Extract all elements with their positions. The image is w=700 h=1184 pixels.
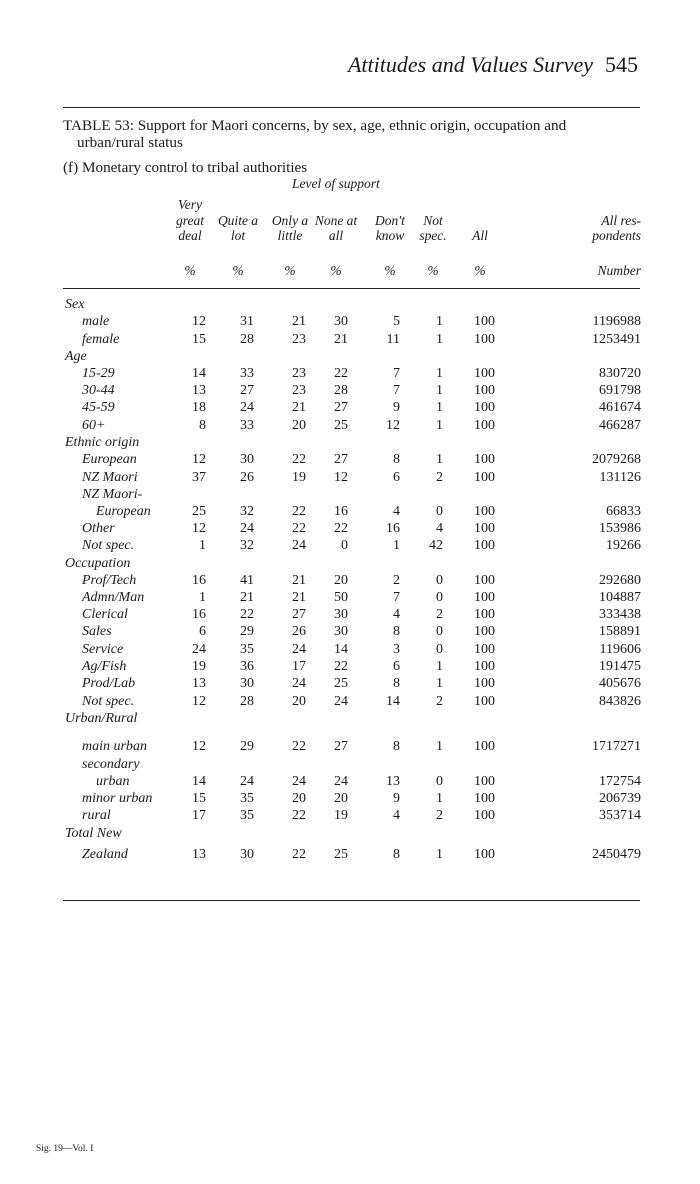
table-cell: 1 <box>436 739 443 754</box>
table-cell: 35 <box>240 642 254 657</box>
column-header-7-line2 <box>440 213 520 229</box>
table-cell: 333438 <box>599 607 641 622</box>
table-cell: 23 <box>292 383 306 398</box>
table-cell: 206739 <box>599 791 641 806</box>
table-cell: 1 <box>199 538 206 553</box>
table-cell: 131126 <box>599 470 641 485</box>
table-cell: 100 <box>474 366 495 381</box>
table-cell: 100 <box>474 676 495 691</box>
table-cell: 0 <box>436 624 443 639</box>
table-cell: 24 <box>240 521 254 536</box>
table-row <box>0 825 700 842</box>
column-unit-8: Number <box>597 263 641 278</box>
table-cell: 22 <box>334 521 348 536</box>
table-cell: 1 <box>436 366 443 381</box>
table-cell: 66833 <box>606 504 641 519</box>
table-row <box>0 348 700 365</box>
table-caption-line2: urban/rural status <box>77 134 183 151</box>
table-cell: 21 <box>292 573 306 588</box>
table-bottom-rule <box>63 900 640 901</box>
row-label: male <box>82 314 110 329</box>
row-label: minor urban <box>82 791 153 806</box>
table-row <box>0 382 700 399</box>
table-cell: 21 <box>334 332 348 347</box>
table-row <box>0 313 700 330</box>
table-cell: 50 <box>334 590 348 605</box>
table-cell: 16 <box>386 521 400 536</box>
table-cell: 16 <box>334 504 348 519</box>
table-cell: 21 <box>240 590 254 605</box>
table-cell: 8 <box>393 452 400 467</box>
row-label: Urban/Rural <box>65 711 138 726</box>
table-cell: 100 <box>474 452 495 467</box>
column-header-8-line3: pondents <box>592 228 641 243</box>
table-cell: 27 <box>240 383 254 398</box>
row-label: Sales <box>82 624 112 639</box>
table-cell: 35 <box>240 808 254 823</box>
table-cell: 2 <box>436 808 443 823</box>
table-row <box>0 589 700 606</box>
row-label: Sex <box>65 297 85 312</box>
table-cell: 12 <box>192 521 206 536</box>
table-cell: 13 <box>192 383 206 398</box>
table-row <box>0 365 700 382</box>
table-top-rule <box>63 107 640 108</box>
table-cell: 33 <box>240 366 254 381</box>
table-cell: 6 <box>393 470 400 485</box>
table-cell: 30 <box>240 847 254 862</box>
row-label: Service <box>82 642 124 657</box>
table-cell: 27 <box>334 739 348 754</box>
column-header-8-line1 <box>592 197 641 213</box>
table-cell: 292680 <box>599 573 641 588</box>
running-header <box>348 52 638 78</box>
table-cell: 1 <box>436 847 443 862</box>
table-cell: 4 <box>436 521 443 536</box>
table-cell: 22 <box>334 659 348 674</box>
table-caption-line1: TABLE 53: Support for Maori concerns, by sex, age, ethnic origin, occupation and <box>63 117 567 134</box>
table-cell: 26 <box>292 624 306 639</box>
table-subcaption: (f) Monetary control to tribal authorities <box>63 159 308 176</box>
table-row <box>0 434 700 451</box>
column-header-5-line3: know <box>375 228 405 243</box>
table-cell: 12 <box>192 739 206 754</box>
row-label: Not spec. <box>82 694 135 709</box>
column-unit-2: % <box>232 263 244 278</box>
column-header-8 <box>592 197 641 244</box>
table-cell: 2 <box>393 573 400 588</box>
table-cell: 7 <box>393 366 400 381</box>
row-label: NZ Maori <box>82 470 138 485</box>
header-rule <box>63 288 640 289</box>
table-cell: 4 <box>393 504 400 519</box>
table-cell: 16 <box>192 607 206 622</box>
column-unit-4: % <box>330 263 342 278</box>
table-cell: 1 <box>393 538 400 553</box>
table-cell: 42 <box>429 538 443 553</box>
table-cell: 22 <box>292 452 306 467</box>
table-cell: 13 <box>386 774 400 789</box>
table-cell: 41 <box>240 573 254 588</box>
table-cell: 9 <box>393 791 400 806</box>
table-cell: 6 <box>199 624 206 639</box>
row-label: 15-29 <box>82 366 115 381</box>
row-label: Admn/Man <box>82 590 145 605</box>
table-row <box>0 451 700 468</box>
table-cell: 2 <box>436 470 443 485</box>
table-cell: 28 <box>240 694 254 709</box>
table-row <box>0 846 700 863</box>
table-cell: 35 <box>240 791 254 806</box>
table-cell: 100 <box>474 400 495 415</box>
table-row <box>0 693 700 710</box>
table-cell: 0 <box>436 642 443 657</box>
table-cell: 353714 <box>599 808 641 823</box>
row-label: European <box>82 452 137 467</box>
table-cell: 24 <box>292 642 306 657</box>
table-cell: 100 <box>474 774 495 789</box>
table-cell: 30 <box>240 676 254 691</box>
table-cell: 100 <box>474 624 495 639</box>
table-cell: 19 <box>192 659 206 674</box>
table-cell: 172754 <box>599 774 641 789</box>
table-cell: 100 <box>474 314 495 329</box>
column-header-7 <box>440 197 520 244</box>
table-cell: 2 <box>436 694 443 709</box>
table-cell: 24 <box>334 774 348 789</box>
column-unit-6: % <box>427 263 439 278</box>
table-cell: 0 <box>436 590 443 605</box>
column-header-1-line3: deal <box>178 228 202 243</box>
table-cell: 22 <box>240 607 254 622</box>
table-cell: 20 <box>292 694 306 709</box>
row-label: urban <box>96 774 130 789</box>
table-cell: 12 <box>192 694 206 709</box>
table-cell: 100 <box>474 504 495 519</box>
table-cell: 19266 <box>606 538 641 553</box>
table-cell: 100 <box>474 847 495 862</box>
row-label: 30-44 <box>82 383 115 398</box>
table-cell: 27 <box>292 607 306 622</box>
table-cell: 100 <box>474 659 495 674</box>
row-label: female <box>82 332 120 347</box>
table-row <box>0 537 700 554</box>
table-row <box>0 773 700 790</box>
table-cell: 100 <box>474 590 495 605</box>
table-cell: 2450479 <box>592 847 641 862</box>
table-cell: 1 <box>436 676 443 691</box>
table-cell: 4 <box>393 808 400 823</box>
table-cell: 8 <box>393 624 400 639</box>
column-header-3-line3: little <box>277 228 303 243</box>
table-cell: 1 <box>436 383 443 398</box>
table-cell: 32 <box>240 538 254 553</box>
table-cell: 24 <box>334 694 348 709</box>
table-cell: 1 <box>436 332 443 347</box>
table-cell: 0 <box>436 573 443 588</box>
table-row <box>0 807 700 824</box>
table-cell: 14 <box>386 694 400 709</box>
table-cell: 28 <box>240 332 254 347</box>
table-cell: 27 <box>334 400 348 415</box>
row-label: NZ Maori- <box>82 487 143 502</box>
table-cell: 100 <box>474 607 495 622</box>
row-label: European <box>96 504 151 519</box>
table-cell: 8 <box>393 676 400 691</box>
column-unit-3: % <box>284 263 296 278</box>
table-cell: 1 <box>199 590 206 605</box>
table-cell: 23 <box>292 366 306 381</box>
table-cell: 405676 <box>599 676 641 691</box>
table-cell: 20 <box>334 573 348 588</box>
table-cell: 100 <box>474 521 495 536</box>
table-cell: 100 <box>474 383 495 398</box>
table-cell: 29 <box>240 739 254 754</box>
table-cell: 25 <box>334 676 348 691</box>
table-cell: 27 <box>334 452 348 467</box>
table-row <box>0 486 700 503</box>
column-unit-1: % <box>184 263 196 278</box>
table-cell: 191475 <box>599 659 641 674</box>
table-cell: 24 <box>292 538 306 553</box>
table-cell: 25 <box>334 847 348 862</box>
table-cell: 17 <box>292 659 306 674</box>
table-row <box>0 469 700 486</box>
level-of-support-header: Level of support <box>292 176 380 191</box>
row-label: Total New <box>65 826 122 841</box>
table-cell: 28 <box>334 383 348 398</box>
table-cell: 0 <box>341 538 348 553</box>
table-cell: 100 <box>474 573 495 588</box>
table-row <box>0 296 700 313</box>
table-cell: 6 <box>393 659 400 674</box>
table-cell: 12 <box>386 418 400 433</box>
table-cell: 26 <box>240 470 254 485</box>
table-cell: 2079268 <box>592 452 641 467</box>
column-unit-7: % <box>474 263 486 278</box>
table-cell: 0 <box>436 774 443 789</box>
table-cell: 22 <box>334 366 348 381</box>
table-cell: 13 <box>192 676 206 691</box>
row-label: Prof/Tech <box>82 573 137 588</box>
table-cell: 1 <box>436 791 443 806</box>
table-cell: 29 <box>240 624 254 639</box>
table-cell: 24 <box>240 400 254 415</box>
table-cell: 33 <box>240 418 254 433</box>
row-label: 60+ <box>82 418 106 433</box>
table-cell: 16 <box>192 573 206 588</box>
table-cell: 25 <box>334 418 348 433</box>
row-label: Age <box>65 349 87 364</box>
table-cell: 100 <box>474 470 495 485</box>
table-cell: 30 <box>240 452 254 467</box>
column-header-2-line2: Quite a <box>217 212 259 228</box>
column-header-6-line2: Not <box>423 212 443 228</box>
table-cell: 158891 <box>599 624 641 639</box>
table-cell: 8 <box>393 739 400 754</box>
table-cell: 12 <box>192 452 206 467</box>
page-number: 545 <box>605 52 638 77</box>
footer-signature: Sig. 19—Vol. I <box>36 1144 94 1154</box>
table-cell: 1 <box>436 400 443 415</box>
row-label: rural <box>82 808 111 823</box>
table-row <box>0 641 700 658</box>
row-label: Occupation <box>65 556 131 571</box>
column-header-2-line3: lot <box>230 228 246 243</box>
row-label: Not spec. <box>82 538 135 553</box>
table-cell: 5 <box>393 314 400 329</box>
row-label: Clerical <box>82 607 128 622</box>
table-cell: 100 <box>474 791 495 806</box>
table-cell: 24 <box>292 676 306 691</box>
table-cell: 100 <box>474 739 495 754</box>
table-caption <box>63 117 643 151</box>
table-cell: 15 <box>192 791 206 806</box>
table-cell: 100 <box>474 332 495 347</box>
table-cell: 20 <box>292 791 306 806</box>
table-cell: 461674 <box>599 400 641 415</box>
row-label: Ag/Fish <box>82 659 127 674</box>
table-cell: 691798 <box>599 383 641 398</box>
table-cell: 20 <box>292 418 306 433</box>
table-cell: 13 <box>192 847 206 862</box>
table-cell: 9 <box>393 400 400 415</box>
table-cell: 100 <box>474 694 495 709</box>
table-row <box>0 503 700 520</box>
table-row <box>0 331 700 348</box>
table-cell: 104887 <box>599 590 641 605</box>
table-cell: 1 <box>436 418 443 433</box>
table-cell: 22 <box>292 847 306 862</box>
table-cell: 8 <box>199 418 206 433</box>
column-header-6-line3: spec. <box>419 228 447 243</box>
table-cell: 14 <box>334 642 348 657</box>
table-cell: 8 <box>393 847 400 862</box>
table-cell: 14 <box>192 366 206 381</box>
table-row <box>0 658 700 675</box>
column-header-1-line1: Very <box>178 197 202 212</box>
table-row <box>0 675 700 692</box>
row-label: Other <box>82 521 115 536</box>
table-row <box>0 572 700 589</box>
table-cell: 466287 <box>599 418 641 433</box>
table-cell: 100 <box>474 808 495 823</box>
table-cell: 24 <box>292 774 306 789</box>
table-cell: 2 <box>436 607 443 622</box>
table-cell: 7 <box>393 590 400 605</box>
table-cell: 7 <box>393 383 400 398</box>
table-cell: 11 <box>386 332 400 347</box>
table-cell: 30 <box>334 314 348 329</box>
table-row <box>0 623 700 640</box>
table-row <box>0 606 700 623</box>
table-cell: 843826 <box>599 694 641 709</box>
column-header-7-line3: All <box>472 228 488 243</box>
table-cell: 19 <box>334 808 348 823</box>
table-cell: 30 <box>334 624 348 639</box>
table-cell: 22 <box>292 808 306 823</box>
row-label: Prod/Lab <box>82 676 136 691</box>
table-cell: 20 <box>334 791 348 806</box>
table-cell: 100 <box>474 538 495 553</box>
table-cell: 21 <box>292 590 306 605</box>
table-cell: 3 <box>393 642 400 657</box>
table-cell: 31 <box>240 314 254 329</box>
row-label: secondary <box>82 757 140 772</box>
table-cell: 22 <box>292 521 306 536</box>
table-cell: 30 <box>334 607 348 622</box>
table-cell: 1253491 <box>592 332 641 347</box>
column-unit-5: % <box>384 263 396 278</box>
table-row <box>0 756 700 773</box>
column-header-8-line2: All res- <box>601 212 641 228</box>
column-header-1-line2: great <box>176 212 204 228</box>
row-label: Zealand <box>82 847 128 862</box>
table-cell: 25 <box>192 504 206 519</box>
table-cell: 32 <box>240 504 254 519</box>
table-cell: 15 <box>192 332 206 347</box>
table-cell: 24 <box>240 774 254 789</box>
table-cell: 37 <box>192 470 206 485</box>
table-cell: 12 <box>192 314 206 329</box>
table-cell: 18 <box>192 400 206 415</box>
table-cell: 24 <box>192 642 206 657</box>
table-row <box>0 399 700 416</box>
column-header-4-line2: None at <box>314 212 358 228</box>
column-header-7-line1 <box>440 197 520 213</box>
table-row <box>0 710 700 727</box>
running-header-title: Attitudes and Values Survey <box>347 52 593 77</box>
column-header-5-line2: Don't <box>375 212 405 228</box>
table-cell: 1 <box>436 659 443 674</box>
row-label: main urban <box>82 739 147 754</box>
table-cell: 0 <box>436 504 443 519</box>
table-cell: 22 <box>292 739 306 754</box>
table-row <box>0 738 700 755</box>
table-cell: 19 <box>292 470 306 485</box>
table-cell: 100 <box>474 418 495 433</box>
table-cell: 1 <box>436 314 443 329</box>
column-header-4-line3: all <box>328 228 344 243</box>
table-cell: 14 <box>192 774 206 789</box>
table-cell: 36 <box>240 659 254 674</box>
table-row <box>0 790 700 807</box>
row-label: 45-59 <box>82 400 115 415</box>
table-cell: 23 <box>292 332 306 347</box>
column-header-3-line2: Only a <box>271 212 309 228</box>
table-cell: 1717271 <box>592 739 641 754</box>
table-row <box>0 555 700 572</box>
table-cell: 21 <box>292 400 306 415</box>
table-cell: 1 <box>436 452 443 467</box>
table-cell: 4 <box>393 607 400 622</box>
table-row <box>0 417 700 434</box>
table-cell: 100 <box>474 642 495 657</box>
table-cell: 1196988 <box>592 314 641 329</box>
table-cell: 119606 <box>599 642 641 657</box>
table-row <box>0 520 700 537</box>
table-cell: 153986 <box>599 521 641 536</box>
table-cell: 830720 <box>599 366 641 381</box>
row-label: Ethnic origin <box>65 435 140 450</box>
table-cell: 17 <box>192 808 206 823</box>
table-cell: 22 <box>292 504 306 519</box>
table-cell: 21 <box>292 314 306 329</box>
table-cell: 12 <box>334 470 348 485</box>
